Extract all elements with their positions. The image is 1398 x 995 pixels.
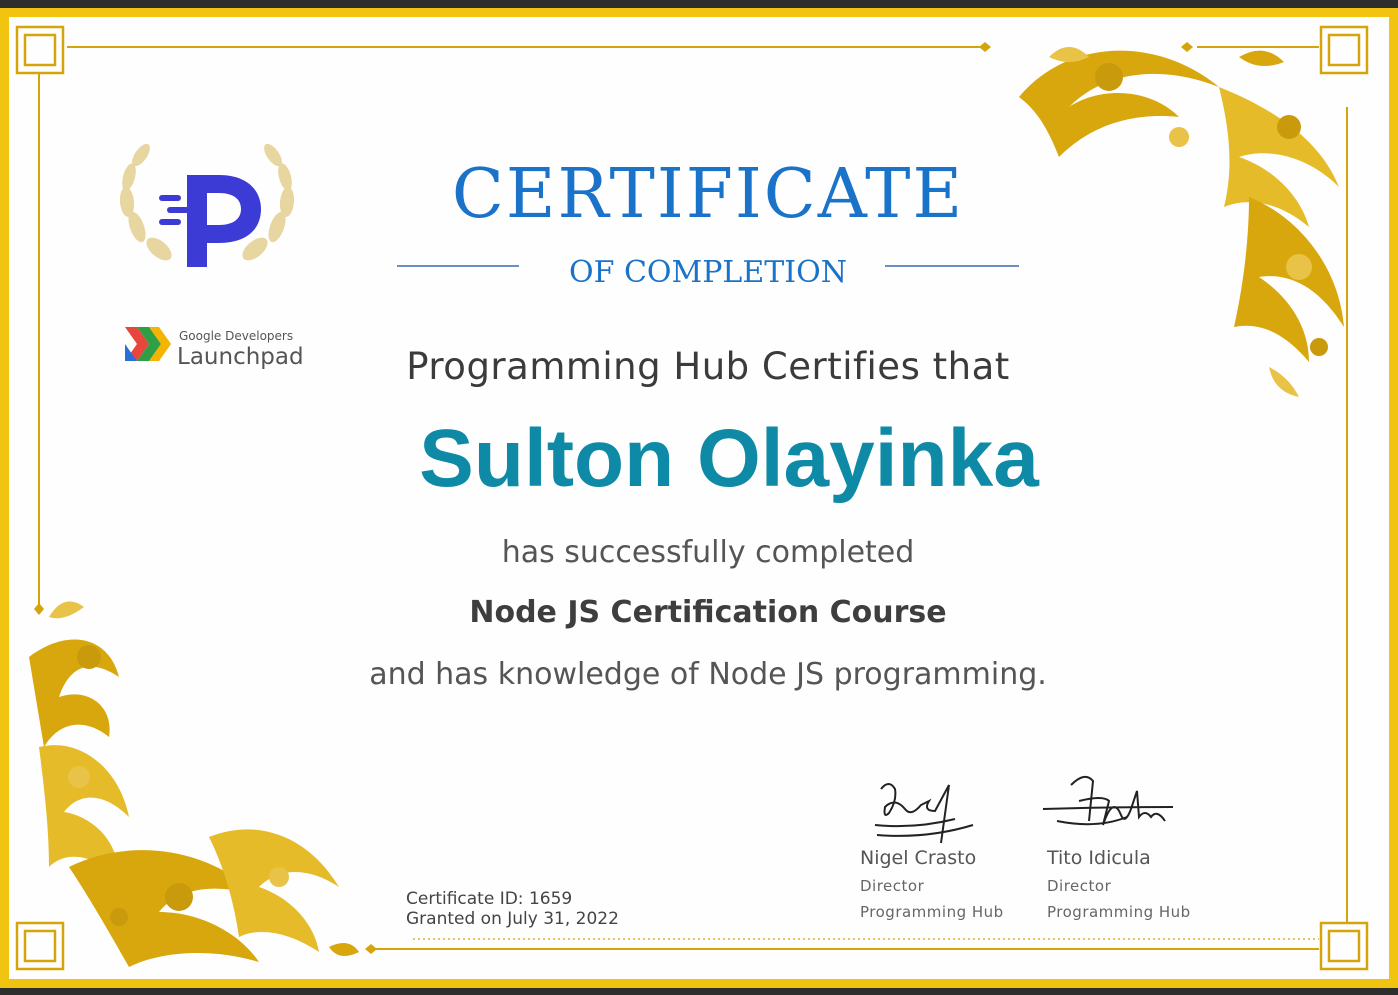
signatory-org: Programming Hub [1047, 903, 1191, 921]
signature-nigel-crasto-icon [875, 784, 973, 843]
signatory-name: Tito Idicula [1047, 847, 1151, 869]
certificate-title: CERTIFICATE [451, 155, 965, 234]
issuer-statement: Programming Hub Certifies that [406, 345, 1010, 388]
signatory-name: Nigel Crasto [860, 847, 977, 869]
signatory-role: Director [1047, 877, 1112, 895]
launchpad-label: Launchpad [177, 344, 304, 370]
signatory-block [860, 847, 1004, 921]
signature-tito-idicula-icon [1043, 777, 1173, 825]
completed-text: has successfully completed [501, 535, 915, 570]
google-developers-label: Google Developers [179, 329, 294, 343]
signatory-block [1047, 847, 1191, 921]
certificate-sheet [0, 8, 1398, 988]
certificate-subtitle: OF COMPLETION [569, 255, 847, 290]
knowledge-text: and has knowledge of Node JS programming. [369, 657, 1047, 692]
course-name: Node JS Certification Course [469, 595, 947, 630]
granted-date: Granted on July 31, 2022 [406, 909, 619, 929]
signatory-org: Programming Hub [860, 903, 1004, 921]
signatory-role: Director [860, 877, 925, 895]
certificate-id: Certificate ID: 1659 [406, 889, 573, 909]
recipient-name: Sulton Olayinka [419, 413, 1039, 504]
